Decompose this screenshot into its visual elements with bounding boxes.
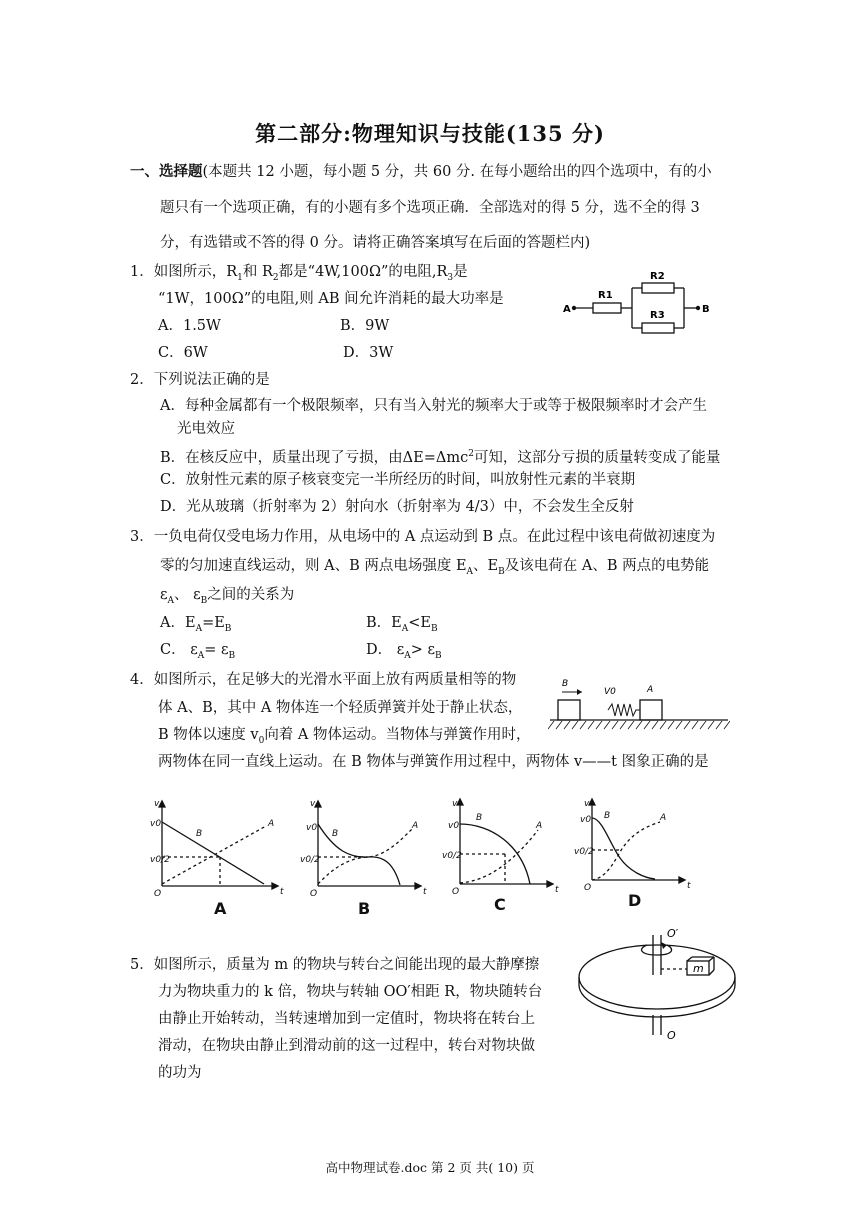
q3-d: D． ε (366, 642, 405, 658)
q3-line2 (160, 556, 709, 582)
q1-option-a: A．1.5W (158, 318, 221, 334)
q3-b-sub: A (401, 623, 409, 634)
terminal-a (572, 306, 576, 310)
graph-c-b: B (476, 813, 483, 823)
q2-b-text: B．在核反应中，质量出现了亏损，由ΔE=Δmc (160, 449, 469, 466)
terminal-b (696, 306, 700, 310)
graph-a-b-line (162, 822, 264, 884)
q1-circuit-diagram (560, 264, 725, 344)
resistor-r2 (642, 283, 674, 293)
q3-a: =E (202, 615, 225, 631)
label-a: A (647, 685, 654, 695)
graph-d-v0: v0 (580, 815, 592, 825)
q3-text: 之间的关系为 (207, 587, 295, 603)
q1-text: 和 R (242, 264, 273, 280)
q2-option-b (160, 444, 720, 468)
q4-text: 向着 A 物体运动。当物体与弹簧作用时， (264, 727, 531, 743)
graph-b-half: v0/2 (300, 855, 320, 865)
turntable-edge (579, 977, 735, 1017)
q3-d-sub: A (404, 650, 411, 661)
label-m: m (693, 962, 704, 975)
q3-text: 、 ε (174, 587, 201, 603)
q4-sub: 0 (258, 735, 265, 746)
q4-line2: 体 A、B，其中 A 物体连一个轻质弹簧并处于静止状态， (158, 700, 523, 716)
q3-line1 (130, 527, 715, 547)
label-a: A (563, 304, 571, 315)
q3-d: > ε (410, 642, 436, 658)
graph-c-v0: v0 (448, 821, 460, 831)
q4-text: 如图所示，在足够大的光滑水平面上放有两质量相等的物 (153, 672, 517, 688)
q2-number: 2． (130, 372, 154, 388)
label-r3: R3 (650, 310, 665, 321)
resistor-r3 (642, 323, 674, 333)
q3-number: 3． (130, 529, 154, 545)
q4-spring-diagram (548, 674, 730, 736)
q2-text: 下列说法正确的是 (153, 372, 270, 388)
graph-b-b-curve (318, 824, 400, 885)
q3-c: C． ε (160, 642, 198, 658)
block-a (640, 700, 662, 720)
page-title: 第二部分:物理知识与技能(135 分) (255, 121, 605, 146)
q1-line2: “1W，100Ω”的电阻,则 AB 间允许消耗的最大功率是 (158, 291, 504, 307)
label-o-prime: O′ (667, 927, 679, 940)
graph-c-a-curve (460, 830, 538, 883)
q3-text: 零的匀加速直线运动，则 A、B 两点电场强度 E (160, 558, 467, 574)
graph-c-b-curve (460, 824, 530, 884)
q2-stem (130, 370, 270, 390)
q3-c-sub: A (197, 650, 205, 661)
graph-b-o: O (310, 889, 318, 899)
graph-c-v: v (452, 799, 458, 809)
graph-b-b: B (332, 829, 339, 839)
q4-number: 4． (130, 672, 154, 688)
label-v0: V0 (604, 687, 616, 697)
graph-label-d: D (628, 891, 642, 910)
q3-sub: B (200, 595, 208, 606)
graph-a-b: B (196, 829, 203, 839)
q5-turntable-diagram (575, 925, 740, 1047)
graph-a (159, 801, 278, 889)
graph-c-t: t (555, 885, 559, 895)
q1-sub: 2 (272, 272, 279, 283)
graph-a-v0: v0 (150, 819, 162, 829)
graph-a-half: v0/2 (150, 855, 170, 865)
graph-d-t: t (687, 881, 691, 891)
q4-line3 (158, 725, 531, 751)
rotation-arrow (642, 945, 672, 955)
graph-c-o: O (452, 887, 460, 897)
graph-a-v: v (154, 799, 160, 809)
graph-a-o: O (154, 889, 162, 899)
q1-sub: 1 (237, 272, 243, 283)
q1-text: 如图所示，R (153, 264, 238, 280)
q3-line3 (160, 585, 294, 611)
q3-sub: A (167, 595, 175, 606)
block-b (558, 700, 580, 720)
graph-b-v0: v0 (306, 823, 318, 833)
q2-b-text: 可知，这部分亏损的质量转变成了能量 (473, 449, 721, 466)
q1-option-b: B．9W (340, 318, 390, 334)
q3-option-d (366, 640, 442, 666)
section-intro-1: (本题共 12 小题，每小题 5 分，共 60 分. 在每小题给出的四个选项中，有的小 (202, 164, 712, 180)
graph-d-b: B (604, 811, 611, 821)
graph-d-b-curve (592, 818, 655, 879)
graph-label-c: C (494, 895, 506, 914)
q3-text: 一负电荷仅受电场力作用，从电场中的 A 点运动到 B 点。在此过程中该电荷做初速度为 (153, 529, 716, 545)
q3-a: A．E (160, 615, 196, 631)
q3-b-sub: B (430, 623, 438, 634)
q3-c: = ε (204, 642, 229, 658)
section-label: 一、选择题 (130, 163, 203, 180)
q1-option-c: C．6W (158, 345, 208, 361)
q2-option-c: C．放射性元素的原子核衰变完一半所经历的时间，叫放射性元素的半衰期 (160, 472, 636, 488)
q2-option-a-line2: 光电效应 (177, 421, 235, 437)
q1-text: 都是“4W,100Ω”的电阻,R (278, 264, 448, 280)
label-r2: R2 (650, 271, 665, 282)
label-r1: R1 (598, 290, 613, 301)
q1-line1 (130, 262, 468, 288)
resistor-r1 (593, 303, 621, 313)
q5-number: 5． (130, 957, 154, 973)
graph-b-a: A (412, 821, 419, 831)
q3-sub: A (466, 566, 474, 577)
q3-b: B．E (366, 615, 402, 631)
q5-line1 (130, 955, 539, 975)
graph-a-a: A (268, 819, 275, 829)
q3-option-a (160, 613, 231, 639)
graph-d-a: A (660, 813, 667, 823)
q3-d-sub: B (435, 650, 442, 661)
q3-sub: B (498, 566, 505, 577)
q4-line1 (130, 670, 516, 690)
label-o: O (667, 1029, 676, 1042)
q4-text: B 物体以速度 v (158, 727, 259, 743)
graph-d-half: v0/2 (574, 847, 594, 857)
graph-b (315, 801, 421, 889)
q3-option-c (160, 640, 235, 666)
q3-text: ε (160, 587, 168, 603)
graph-b-v: v (310, 799, 316, 809)
q3-c-sub: B (228, 650, 236, 661)
q2-option-a-line1: A．每种金属都有一个极限频率，只有当入射光的频率大于或等于极限频率时才会产生 (160, 398, 707, 414)
q3-text: 及该电荷在 A、B 两点的电势能 (504, 558, 710, 574)
q2-option-d: D．光从玻璃（折射率为 2）射向水（折射率为 4/3）中，不会发生全反射 (160, 499, 634, 515)
graph-d-o: O (584, 883, 592, 893)
q5-line3: 由静止开始转动，当转速增加到一定值时，物块将在转台上 (158, 1011, 535, 1027)
graph-d-a-curve (592, 822, 660, 880)
graph-d-v: v (584, 799, 590, 809)
q3-a-sub: B (224, 623, 232, 634)
velocity-arrow (577, 689, 582, 695)
graph-a-t: t (280, 887, 284, 897)
graph-label-b: B (358, 899, 371, 918)
label-b: B (562, 679, 569, 689)
spring (608, 704, 640, 716)
q3-option-b (366, 613, 438, 639)
q1-option-d: D．3W (343, 345, 394, 361)
q1-sub: 3 (447, 272, 454, 283)
graph-label-a: A (214, 899, 227, 918)
graph-c-half: v0/2 (442, 851, 462, 861)
section-intro-2: 题只有一个选项正确，有的小题有多个选项正确．全部选对的得 5 分，选不全的得 3 (160, 200, 700, 216)
q5-text: 如图所示，质量为 m 的物块与转台之间能出现的最大静摩擦 (153, 957, 540, 973)
graph-c (457, 799, 553, 887)
q1-number: 1． (130, 264, 154, 280)
q3-a-sub: A (195, 623, 203, 634)
section-intro-line1 (130, 162, 712, 182)
q3-b: <E (408, 615, 431, 631)
q5-line4: 滑动，在物块由静止到滑动前的这一过程中，转台对物块做 (158, 1038, 535, 1054)
graph-c-a: A (536, 821, 543, 831)
label-b: B (702, 304, 710, 315)
q4-vt-graphs (150, 796, 695, 918)
q1-text: 是 (453, 264, 468, 280)
q3-text: 、E (473, 558, 499, 574)
page-footer: 高中物理试卷.doc 第 2 页 共( 10) 页 (325, 1160, 535, 1175)
section-intro-3: 分，有选错或不答的得 0 分。请将正确答案填写在后面的答题栏内) (160, 235, 591, 251)
q5-line2: 力为物块重力的 k 倍，物块与转轴 OO′相距 R，物块随转台 (158, 984, 543, 1000)
q5-line5: 的功为 (158, 1065, 202, 1081)
q4-line4: 两物体在同一直线上运动。在 B 物体与弹簧作用过程中，两物体 v——t 图象正确的是 (158, 754, 709, 770)
q2-b-sup: 2 (468, 449, 474, 459)
graph-b-t: t (423, 887, 427, 897)
